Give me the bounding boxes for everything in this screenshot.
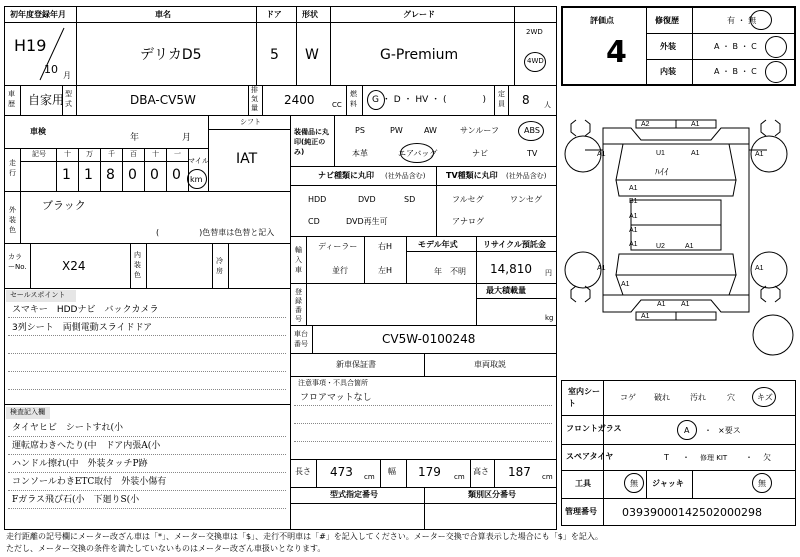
displacement-label: 排気量	[251, 86, 258, 112]
divider	[76, 85, 77, 115]
grade-label: グレード	[403, 10, 435, 19]
cc-unit: CC	[332, 101, 342, 109]
color-value: ブラック	[42, 199, 86, 212]
divider	[290, 236, 557, 237]
car-diagram	[561, 100, 796, 370]
spare-option: 修理 KIT	[700, 454, 728, 462]
tools-value: 無	[630, 479, 638, 488]
ruled-line	[8, 317, 286, 318]
divider	[208, 129, 290, 130]
mileage-unit: 万	[86, 150, 93, 158]
divider	[646, 6, 647, 86]
divider	[4, 288, 290, 289]
damage-mark: A1	[629, 227, 638, 234]
divider	[646, 470, 647, 498]
interior-color-label: 内装色	[134, 251, 141, 279]
tools-label: 工具	[575, 479, 591, 488]
damage-mark: A1	[629, 241, 638, 248]
ruled-line	[294, 441, 552, 442]
equipment-item: 本革	[352, 149, 368, 158]
equipment-label: 装備品に丸印(純正のみ)	[294, 128, 329, 156]
sheet-option: 汚れ	[690, 393, 706, 402]
mileage-kigou: 記号	[32, 150, 46, 158]
capacity-value: 8	[522, 93, 530, 107]
glass-option: ・	[704, 426, 712, 435]
divider	[424, 487, 425, 530]
divider	[290, 115, 291, 530]
divider	[4, 85, 557, 86]
grade-value: G-Premium	[380, 47, 459, 63]
damage-mark: A1	[691, 150, 700, 157]
ruled-line	[294, 405, 552, 406]
type-no-label: 型式指定番号	[330, 490, 378, 499]
airbag-circle	[400, 143, 434, 163]
glass-option: ×要ス	[718, 426, 741, 435]
tv-item: ワンセグ	[510, 195, 542, 204]
divider	[290, 376, 557, 377]
inspection-year: 年	[130, 133, 140, 143]
damage-mark: U1	[656, 150, 665, 157]
ruled-line	[8, 454, 286, 455]
mileage-digit: 1	[84, 167, 93, 183]
fuel-label: 燃料	[350, 90, 357, 108]
divider	[20, 148, 21, 191]
divider	[4, 115, 557, 116]
mileage-unit: 十	[64, 150, 71, 158]
divider	[290, 459, 557, 460]
interior-options: A ・ B ・ C	[714, 67, 757, 76]
damage-mark: A1	[641, 313, 650, 320]
divider	[436, 166, 437, 236]
divider	[20, 191, 21, 243]
divider	[334, 115, 335, 166]
tv-item: アナログ	[452, 217, 484, 226]
notes-value: フロアマットなし	[300, 393, 372, 403]
exterior-label: 外装	[660, 42, 676, 51]
vehicle-name: デリカD5	[140, 47, 202, 63]
divider	[248, 85, 249, 115]
repair-label: 修復歴	[655, 16, 679, 25]
tv-subtitle: (社外品含む)	[506, 172, 547, 180]
divider	[306, 283, 307, 325]
divider	[470, 459, 471, 487]
height-unit: cm	[542, 473, 553, 481]
chassis-value: CV5W-0100248	[382, 332, 476, 346]
doors-value: 5	[270, 47, 279, 63]
height-value: 187	[508, 465, 531, 479]
mile-label: マイル	[188, 157, 209, 165]
divider	[306, 236, 307, 283]
navi-item: HDD	[308, 195, 327, 204]
abs-circle	[518, 121, 544, 141]
mileage-digit: 8	[106, 167, 115, 183]
divider	[4, 148, 208, 149]
spare-option: 欠	[763, 453, 771, 462]
divider	[508, 85, 509, 115]
divider	[476, 298, 557, 299]
damage-mark: A1	[681, 301, 690, 308]
inspection-month: 月	[182, 133, 192, 143]
navi-item: DVD	[358, 195, 376, 204]
ruled-line	[294, 423, 552, 424]
door-label: ドア	[266, 10, 282, 19]
model-year-label: モデル年式	[418, 240, 458, 249]
spare-label: スペアタイヤ	[566, 452, 614, 461]
drive-4wd: 4WD	[527, 57, 544, 65]
era-year: H19	[14, 36, 47, 55]
import-parallel: 並行	[332, 266, 348, 275]
rating-label: 評価点	[590, 16, 614, 25]
mgmt-value: 03939000142502000298	[622, 506, 762, 519]
shape-label: 形状	[302, 10, 318, 19]
fuel-options: G ・ D ・ HV ・ ( )	[372, 95, 487, 105]
divider	[76, 6, 77, 85]
divider	[4, 22, 557, 23]
name-label: 車名	[155, 10, 171, 19]
capacity-label: 定員	[498, 90, 505, 108]
divider	[20, 85, 21, 115]
divider	[494, 85, 495, 115]
divider	[561, 444, 796, 445]
equipment-item: PW	[390, 126, 403, 135]
equipment-item: エアバッグ	[398, 149, 438, 158]
sheet-option: キズ	[757, 393, 773, 402]
inspector-line: 運転席わきへたり(中 ドア内張A(小	[12, 441, 161, 451]
width-value: 179	[418, 465, 441, 479]
divider	[290, 185, 557, 186]
damage-mark: A1	[755, 151, 764, 158]
damage-mark: A1	[621, 281, 630, 288]
mileage-digit: 0	[172, 167, 181, 183]
model-label: 型式	[65, 90, 72, 108]
divider	[380, 459, 381, 487]
damage-mark: A1	[685, 243, 694, 250]
reg-month: 10	[44, 63, 58, 76]
repair-none-circle	[750, 10, 772, 30]
damage-mark: A1	[657, 301, 666, 308]
year-label: 初年度登録年月	[10, 10, 66, 19]
divider	[166, 148, 167, 191]
interior-c-circle	[765, 61, 787, 83]
displacement-value: 2400	[284, 93, 315, 107]
ruled-line	[8, 389, 286, 390]
mileage-unit: 一	[174, 150, 181, 158]
equipment-item: TV	[527, 149, 538, 158]
tv-item: フルセグ	[452, 195, 484, 204]
divider	[316, 459, 317, 487]
divider	[4, 191, 290, 192]
navi-subtitle: (社外品含む)	[385, 172, 426, 180]
height-label: 高さ	[473, 467, 489, 476]
divider	[312, 325, 313, 353]
mileage-unit: 千	[108, 150, 115, 158]
divider	[130, 243, 131, 288]
sales-point-line: 3列シート 両側電動スライドドア	[12, 323, 153, 333]
divider	[262, 85, 263, 115]
divider	[256, 6, 257, 85]
divider	[406, 459, 407, 487]
registration-label: 登録番号	[295, 288, 302, 323]
divider	[561, 470, 796, 471]
sales-point-label: セールスポイント	[10, 291, 66, 299]
divider	[476, 236, 477, 283]
interior-sheet-label: 室内シート	[568, 387, 600, 408]
equipment-item: ナビ	[472, 149, 488, 158]
color-label: 外装色	[9, 206, 16, 234]
body-label: 車歴	[8, 90, 15, 108]
ruled-line	[8, 371, 286, 372]
equipment-item: PS	[355, 126, 365, 135]
mileage-label: 走行	[9, 159, 16, 177]
divider	[4, 404, 290, 405]
class-no-label: 類別区分番号	[468, 490, 516, 499]
kg-unit: kg	[545, 314, 554, 322]
glass-label: フロントガラス	[566, 424, 622, 433]
divider	[146, 243, 147, 288]
equipment-item: サンルーフ	[460, 126, 499, 135]
divider	[290, 166, 557, 167]
shift-value: IAT	[236, 151, 258, 167]
sales-point-line: スマキー HDDナビ バックカメラ	[12, 305, 159, 315]
shape-value: W	[305, 47, 319, 63]
shift-label: シフト	[240, 118, 261, 126]
inspection-label: 車検	[30, 127, 46, 136]
length-value: 473	[330, 465, 353, 479]
damage-mark: A1	[629, 213, 638, 220]
sheet-option: 穴	[727, 393, 735, 402]
capacity-unit: 人	[544, 101, 551, 109]
notes-label: 注意事項・不具合箇所	[298, 379, 368, 387]
jack-value: 無	[758, 479, 766, 488]
ruled-line	[8, 472, 286, 473]
month-unit: 月	[63, 71, 71, 80]
damage-mark: A1	[597, 151, 606, 158]
import-left: 左H	[378, 266, 393, 275]
glass-option: A	[684, 426, 690, 435]
divider	[144, 148, 145, 191]
divider	[100, 148, 101, 191]
ruled-line	[8, 353, 286, 354]
tv-title: TV種類に丸印	[446, 171, 498, 180]
ruled-line	[8, 335, 286, 336]
diagram-script: ﾊｲｲ	[655, 168, 669, 178]
divider	[362, 85, 363, 115]
divider	[646, 59, 796, 60]
mgmt-label: 管理番号	[565, 507, 597, 516]
inspector-line: Fガラス飛び石(小 下廻りS(小	[12, 495, 140, 505]
import-label: 輸入車	[295, 246, 302, 274]
damage-mark: B1	[629, 198, 638, 205]
mileage-unit: 百	[130, 150, 137, 158]
width-label: 幅	[388, 467, 396, 476]
divider	[30, 243, 31, 288]
divider	[494, 459, 495, 487]
model-value: DBA-CV5W	[130, 93, 196, 107]
yen-unit: 円	[545, 269, 552, 277]
color-note: ( )色替車は色替と記入	[156, 228, 275, 237]
km-unit: km	[190, 175, 203, 184]
divider	[346, 85, 347, 115]
damage-mark: U2	[656, 243, 665, 250]
ruled-line	[8, 490, 286, 491]
recycle-value: 14,810	[490, 262, 532, 276]
length-unit: cm	[364, 473, 375, 481]
mileage-digit: 0	[150, 167, 159, 183]
damage-mark: A1	[629, 185, 638, 192]
spare-option: ・	[682, 453, 690, 462]
divider	[78, 148, 79, 191]
footer-line2: ただし、メーター交換の条件を満たしていないものはメーター改ざん車扱いとなります。	[6, 544, 326, 553]
mileage-digit: 1	[62, 167, 71, 183]
sheet-option: 破れ	[654, 393, 670, 402]
divider	[561, 498, 796, 499]
navi-item: DVD再生可	[346, 217, 388, 226]
spare-option: T	[664, 453, 669, 462]
drive-2wd: 2WD	[526, 28, 543, 36]
chassis-label: 車台番号	[294, 330, 308, 348]
divider	[290, 325, 557, 326]
new-car-warranty: 新車保証書	[336, 360, 376, 369]
divider	[406, 251, 557, 252]
divider	[692, 6, 693, 86]
divider	[646, 33, 796, 34]
rating-value: 4	[606, 35, 627, 70]
inspector-label: 検査記入欄	[10, 408, 45, 416]
divider	[212, 243, 213, 288]
navi-item: CD	[308, 217, 320, 226]
repair-options: 有 ・ 無	[727, 16, 757, 25]
divider	[296, 6, 297, 85]
length-label: 長さ	[295, 467, 311, 476]
damage-mark: A2	[641, 121, 650, 128]
exterior-options: A ・ B ・ C	[714, 42, 757, 51]
divider	[208, 115, 209, 191]
navi-item: SD	[404, 195, 416, 204]
divider	[122, 148, 123, 191]
body-value: 自家用	[28, 93, 65, 107]
divider	[561, 415, 796, 416]
jack-label: ジャッキ	[652, 479, 684, 488]
width-unit: cm	[454, 473, 465, 481]
color-no-label: カラーNo.	[8, 253, 27, 271]
ruled-line	[8, 508, 286, 509]
divider	[692, 470, 693, 498]
damage-mark: A1	[755, 265, 764, 272]
interior-label: 内装	[660, 67, 676, 76]
sheet-kizu-circle	[752, 387, 776, 407]
color-no-value: X24	[62, 259, 86, 273]
equipment-item: ABS	[524, 126, 540, 135]
mileage-unit: 十	[152, 150, 159, 158]
divider	[406, 236, 407, 283]
spare-option: ・	[745, 453, 753, 462]
ruled-line	[8, 436, 286, 437]
divider	[4, 243, 290, 244]
damage-mark: A1	[691, 121, 700, 128]
inspector-line: ハンドル擦れ(中 外装タッチP跡	[12, 459, 148, 469]
divider	[20, 161, 188, 162]
reefer-label: 冷房	[216, 257, 223, 275]
divider	[330, 6, 331, 85]
import-dealer: ディーラー	[318, 242, 358, 251]
inspector-line: タイヤヒビ シートすれ(小	[12, 423, 124, 433]
model-year-value: 年 不明	[434, 267, 466, 276]
mileage-digit: 0	[128, 167, 137, 183]
equipment-item: AW	[424, 126, 437, 135]
vehicle-manual: 車両取説	[474, 360, 506, 369]
import-right: 右H	[378, 242, 393, 251]
divider	[476, 283, 477, 325]
footer-line1: 走行距離の記号欄にメーター改ざん車は「*」、メーター交換車は「$」、走行不明車は「#」を記入してください。メーター交換で合算表示した場合にも「$」を記入。	[6, 532, 603, 541]
recycle-label: リサイクル預託金	[483, 240, 546, 249]
navi-title: ナビ種類に丸印	[318, 171, 374, 180]
divider	[514, 6, 515, 85]
divider	[228, 243, 229, 288]
divider	[364, 236, 365, 283]
sheet-option: コゲ	[620, 393, 636, 402]
damage-mark: A1	[597, 265, 606, 272]
inspector-line: コンソールわきETC取付 外装小傷有	[12, 477, 167, 487]
max-load-label: 最大積載量	[486, 286, 526, 295]
divider	[56, 148, 57, 191]
divider	[424, 353, 425, 376]
exterior-c-circle	[765, 36, 787, 58]
divider	[290, 283, 557, 284]
